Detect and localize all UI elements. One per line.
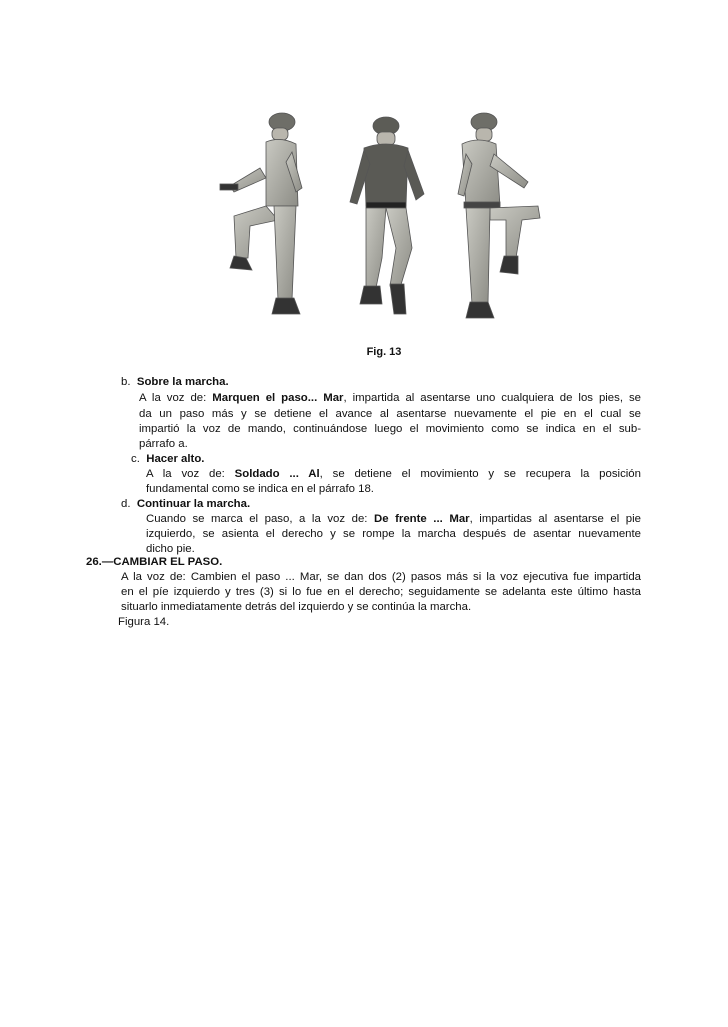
item-d-text: , impartidas al asentarse el pie — [469, 513, 641, 525]
item-d-text: Cuando se marca el paso, a la voz de: — [146, 513, 374, 525]
item-c-heading — [131, 453, 204, 466]
soldier-1-figure — [220, 113, 302, 314]
item-c-line-1 — [146, 468, 641, 481]
item-b-line-4: párrafo a. — [139, 438, 188, 450]
item-c-marker: c. — [131, 453, 140, 465]
item-b-title: Sobre la marcha. — [136, 376, 229, 388]
item-d-title: Continuar la marcha. — [136, 498, 251, 510]
item-d-line-3: dicho pie. — [146, 543, 195, 555]
section-26-line-3: situarlo inmediatamente detrás del izquierdo y se continúa la marcha. — [121, 601, 472, 613]
item-b-heading — [121, 376, 229, 389]
figure-caption: Fig. 13 — [366, 346, 402, 358]
item-d-line-2: izquierdo, se asienta el derecho y se rompe la marcha después de asentar nuevamente — [146, 528, 641, 540]
section-26-figure-ref: Figura 14. — [118, 616, 170, 628]
item-c-command: Soldado ... Al — [234, 468, 320, 480]
item-b-text: A la voz de: — [139, 392, 213, 404]
item-d-line-1 — [146, 513, 641, 526]
soldier-3-figure — [458, 113, 540, 318]
section-26-heading: 26.—CAMBIAR EL PASO. — [86, 556, 223, 568]
item-c-title: Hacer alto. — [146, 453, 205, 465]
item-b-line-2: da un paso más y se detiene el avance al asentarse nuevamente el pie en el cual se — [139, 408, 641, 420]
item-c-line-2: fundamental como se indica en el párrafo 18. — [146, 483, 374, 495]
item-d-heading — [121, 498, 250, 511]
soldier-2-figure — [350, 117, 424, 314]
item-d-marker: d. — [121, 498, 131, 510]
item-c-text: A la voz de: — [146, 468, 235, 480]
section-26-line-2: en el píe izquierdo y tres (3) si lo fue en el derecho; seguidamente se adelanta este último hasta — [121, 586, 641, 598]
item-b-command: Marquen el paso... Mar — [212, 392, 344, 404]
section-26-line-1: A la voz de: Cambien el paso ... Mar, se dan dos (2) pasos más si la voz ejecutiva fue impartida — [121, 571, 641, 583]
item-b-line-1 — [139, 392, 641, 405]
item-b-line-3: impartió la voz de mando, continuándose luego el movimiento como se indica en el sub- — [139, 423, 641, 435]
item-b-marker: b. — [121, 376, 131, 388]
item-c-text: , se detiene el movimiento y se recupera la posición — [319, 468, 641, 480]
item-b-text: , impartida al asentarse uno cualquiera de los pies, se — [343, 392, 642, 404]
item-d-command: De frente ... Mar — [373, 513, 470, 525]
soldiers-illustration — [200, 108, 550, 338]
figure-13-soldiers-marching — [200, 108, 550, 338]
